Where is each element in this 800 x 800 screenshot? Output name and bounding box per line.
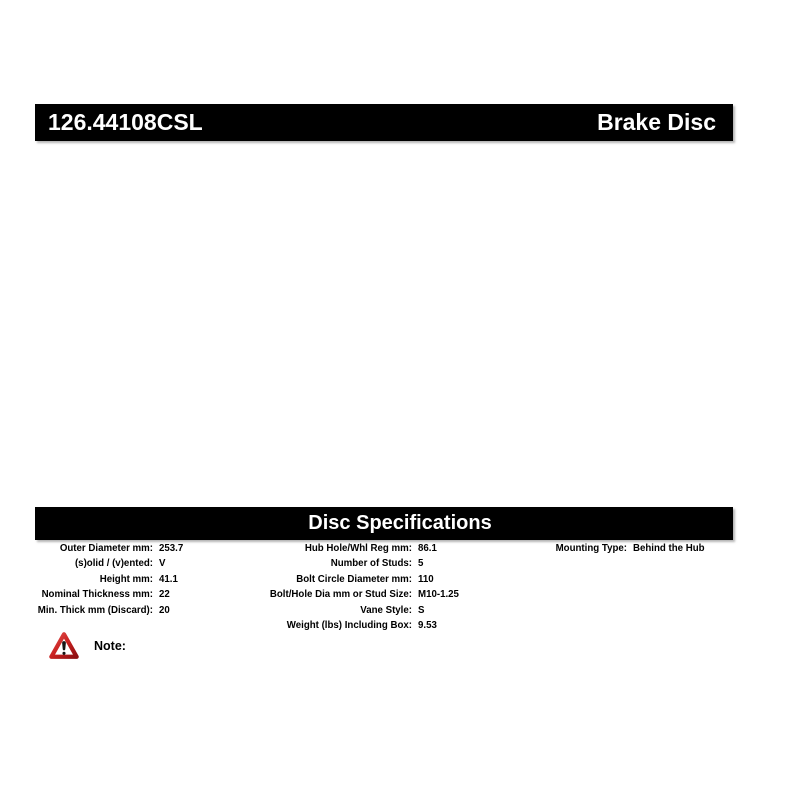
- spec-row: [35, 541, 183, 556]
- spec-value: 253.7: [159, 543, 184, 554]
- spec-value: 110: [418, 573, 434, 585]
- spec-row: [35, 556, 183, 571]
- spec-row: [260, 556, 459, 571]
- spec-column-right: [480, 541, 705, 556]
- spec-value: M10-1.25: [418, 589, 459, 601]
- spec-label: Height mm:: [99, 573, 153, 585]
- spec-row: [35, 587, 183, 602]
- spec-row: [480, 541, 705, 556]
- spec-value: Behind the Hub: [633, 543, 705, 554]
- spec-row: [260, 587, 459, 602]
- spec-section-title: Disc Specifications: [308, 512, 492, 534]
- spec-label: Bolt/Hole Dia mm or Stud Size:: [269, 589, 412, 601]
- spec-row: [260, 572, 459, 587]
- spec-section-title-bar: [35, 507, 733, 540]
- spec-row: [260, 541, 459, 556]
- spec-value: 41.1: [159, 573, 178, 585]
- note-section: [49, 630, 126, 661]
- spec-value: V: [159, 558, 166, 570]
- spec-label: Nominal Thickness mm:: [41, 589, 153, 601]
- spec-label: Weight (lbs) Including Box:: [286, 620, 412, 632]
- spec-label: Bolt Circle Diameter mm:: [296, 573, 412, 585]
- spec-column-left: [35, 541, 183, 618]
- spec-value: 5: [418, 558, 424, 570]
- spec-row: [260, 603, 459, 618]
- spec-label: Hub Hole/Whl Reg mm:: [304, 543, 412, 554]
- product-name: Brake Disc: [597, 109, 716, 135]
- spec-column-middle: [260, 541, 459, 633]
- spec-label: Min. Thick mm (Discard):: [37, 604, 153, 616]
- spec-value: 9.53: [418, 620, 437, 632]
- header-bar: [35, 104, 733, 141]
- spec-value: 22: [159, 589, 170, 601]
- spec-value: 20: [159, 604, 170, 616]
- part-number: 126.44108CSL: [48, 109, 203, 135]
- spec-value: 86.1: [418, 543, 437, 554]
- note-label: Note:: [94, 638, 126, 653]
- spec-value: S: [418, 604, 425, 616]
- spec-label: Mounting Type:: [555, 543, 627, 554]
- spec-row: [35, 603, 183, 618]
- spec-row: [260, 618, 459, 633]
- spec-label: Vane Style:: [360, 604, 412, 616]
- spec-row: [35, 572, 183, 587]
- spec-label: Number of Studs:: [330, 558, 412, 570]
- spec-label: (s)olid / (v)ented:: [74, 558, 153, 570]
- warning-triangle-icon: [49, 631, 79, 661]
- spec-label: Outer Diameter mm:: [59, 543, 153, 554]
